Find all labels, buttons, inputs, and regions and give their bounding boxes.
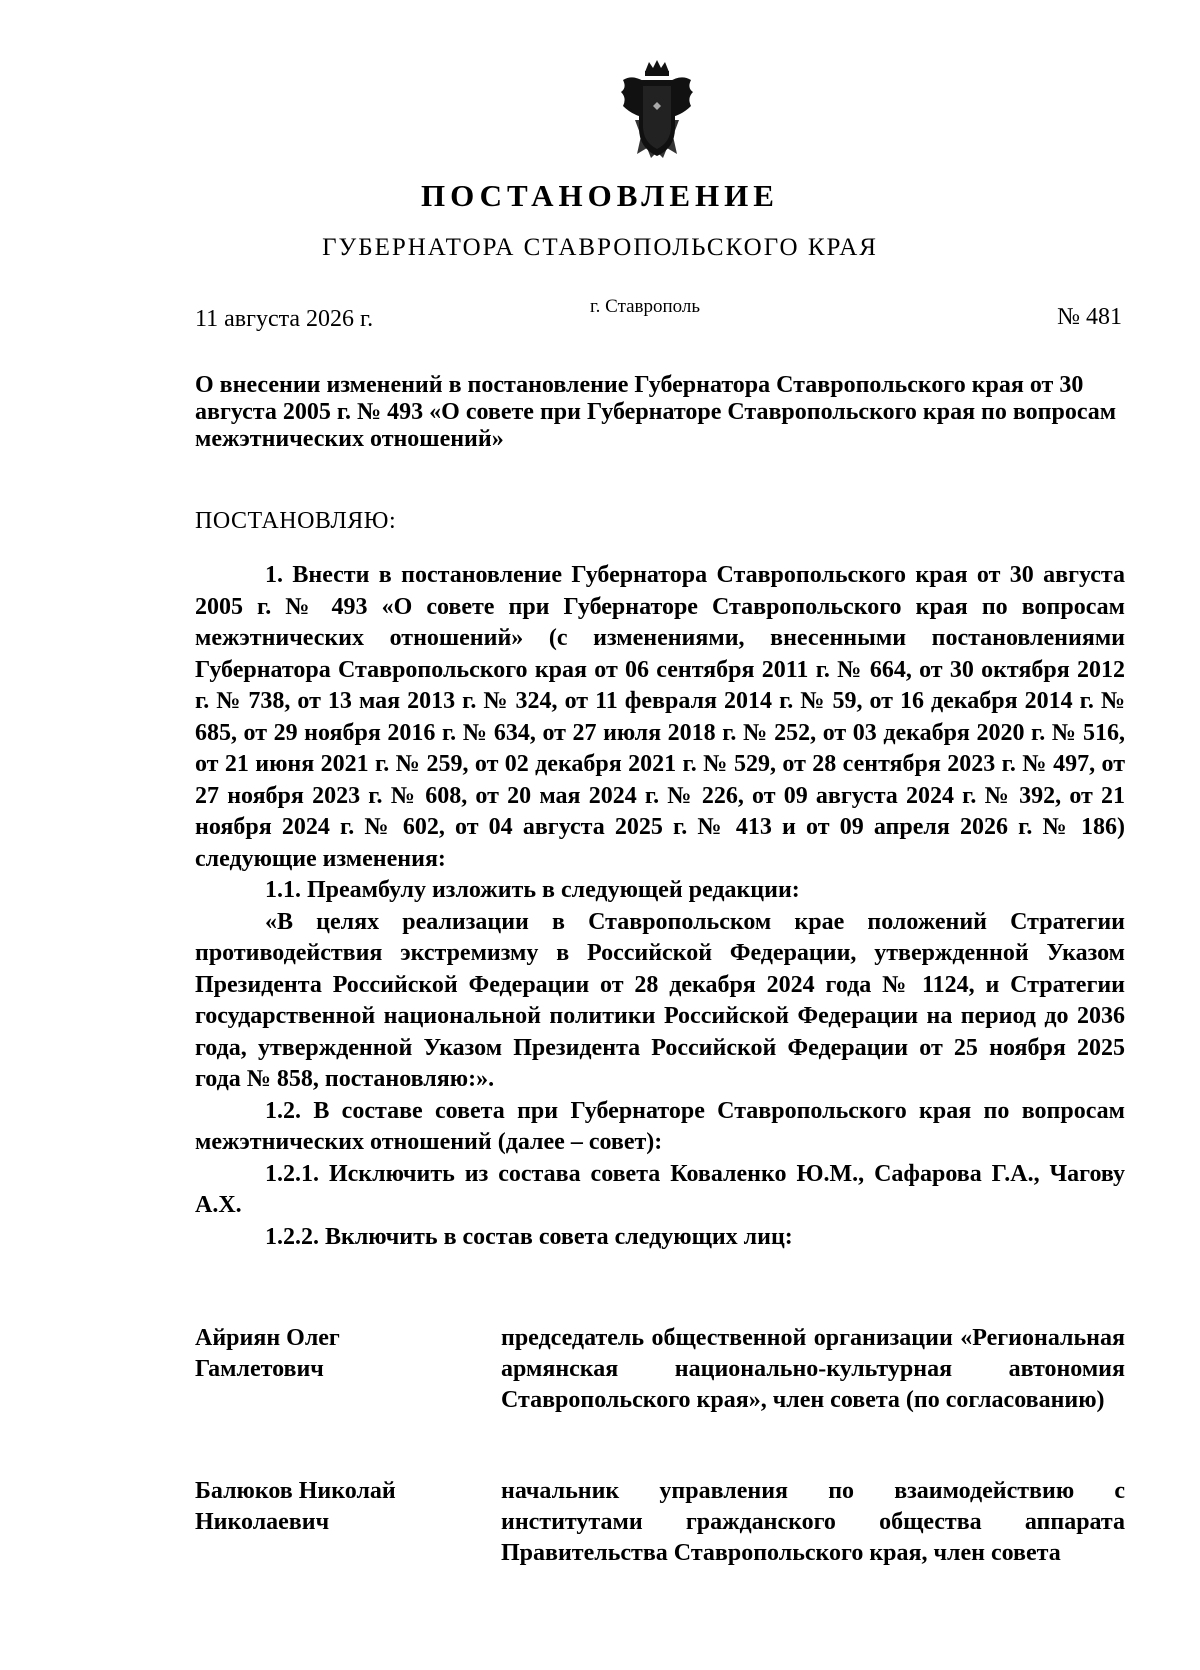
paragraph-1-2: 1.2. В составе совета при Губернаторе Ставропольского края по вопросам межэтнических отношений (далее – совет): xyxy=(195,1097,1125,1155)
member-role: председатель общественной организации «Региональная армянская национально-культурная автономия Ставропольского края», член совета (по согласованию) xyxy=(501,1325,1125,1413)
decree-word: ПОСТАНОВЛЯЮ: xyxy=(195,508,397,534)
coat-of-arms-icon xyxy=(617,58,697,162)
paragraph-preamble: «В целях реализации в Ставропольском крае положений Стратегии противодействия экстремизму в Российской Федерации, утвержденной Указом Президента Российской Федерации от 28 декабря 2024 года № 1124, и Стратегии государственной национальной политики Российской Федерации на период до 2036 года, утвержденной Указом Президента Российской Федерации от 25 ноября 2025 года № 858, постановляю:». xyxy=(195,908,1125,1092)
member-name xyxy=(195,1323,501,1416)
member-entry xyxy=(195,1323,1125,1416)
paragraph-1-1: 1.1. Преамбулу изложить в следующей редакции: xyxy=(265,877,800,903)
paragraph-1-2-1: 1.2.1. Исключить из состава совета Коваленко Ю.М., Сафарова Г.А., Чагову А.Х. xyxy=(195,1160,1125,1218)
document-city: г. Ставрополь xyxy=(590,296,701,317)
member-name xyxy=(195,1476,501,1569)
document-number: № 481 xyxy=(1057,304,1122,330)
document-subtitle: ГУБЕРНАТОРА СТАВРОПОЛЬСКОГО КРАЯ xyxy=(322,234,878,261)
member-name-line: Николаевич xyxy=(195,1509,330,1535)
paragraph-1: 1. Внести в постановление Губернатора Ставропольского края от 30 августа 2005 г. № 493 «О совете при Губернаторе Ставропольского края по вопросам межэтнических отношений» (с изменениями, внесенными постановлениями Губернатора Ставропольского края от 06 сентября 2011 г. № 664, от 30 октября 2012 г. № 738, от 13 мая 2013 г. № 324, от 11 февраля 2014 г. № 59, от 16 декабря 2014 г. № 685, от 29 ноября 2016 г. № 634, от 27 июля 2018 г. № 252, от 03 декабря 2020 г. № 516, от 21 июня 2021 г. № 259, от 02 декабря 2021 г. № 529, от 28 сентября 2023 г. № 497, от 27 ноября 2023 г. № 608, от 20 мая 2024 г. № 226, от 09 августа 2024 г. № 392, от 21 ноября 2024 г. № 602, от 04 августа 2025 г. № 413 и от 09 апреля 2026 г. № 186) следующие изменения: xyxy=(195,562,1125,872)
member-entry xyxy=(195,1476,1125,1569)
member-name-line: Айриян Олег xyxy=(195,1325,340,1351)
member-name-line: Гамлетович xyxy=(195,1356,324,1382)
document-body xyxy=(195,560,1125,1253)
document-subject: О внесении изменений в постановление Губернатора Ставропольского края от 30 августа 2005 г. № 493 «О совете при Губернаторе Ставропольского края по вопросам межэтнических отношений» xyxy=(195,372,1117,452)
member-role: начальник управления по взаимодействию с институтами гражданского общества аппарата Правительства Ставропольского края, член совета xyxy=(501,1478,1125,1566)
document-title: ПОСТАНОВЛЕНИЕ xyxy=(421,178,779,213)
document-date: 11 августа 2026 г. xyxy=(195,306,374,332)
member-name-line: Балюков Николай xyxy=(195,1478,396,1504)
paragraph-1-2-2: 1.2.2. Включить в состав совета следующих лиц: xyxy=(265,1223,793,1250)
